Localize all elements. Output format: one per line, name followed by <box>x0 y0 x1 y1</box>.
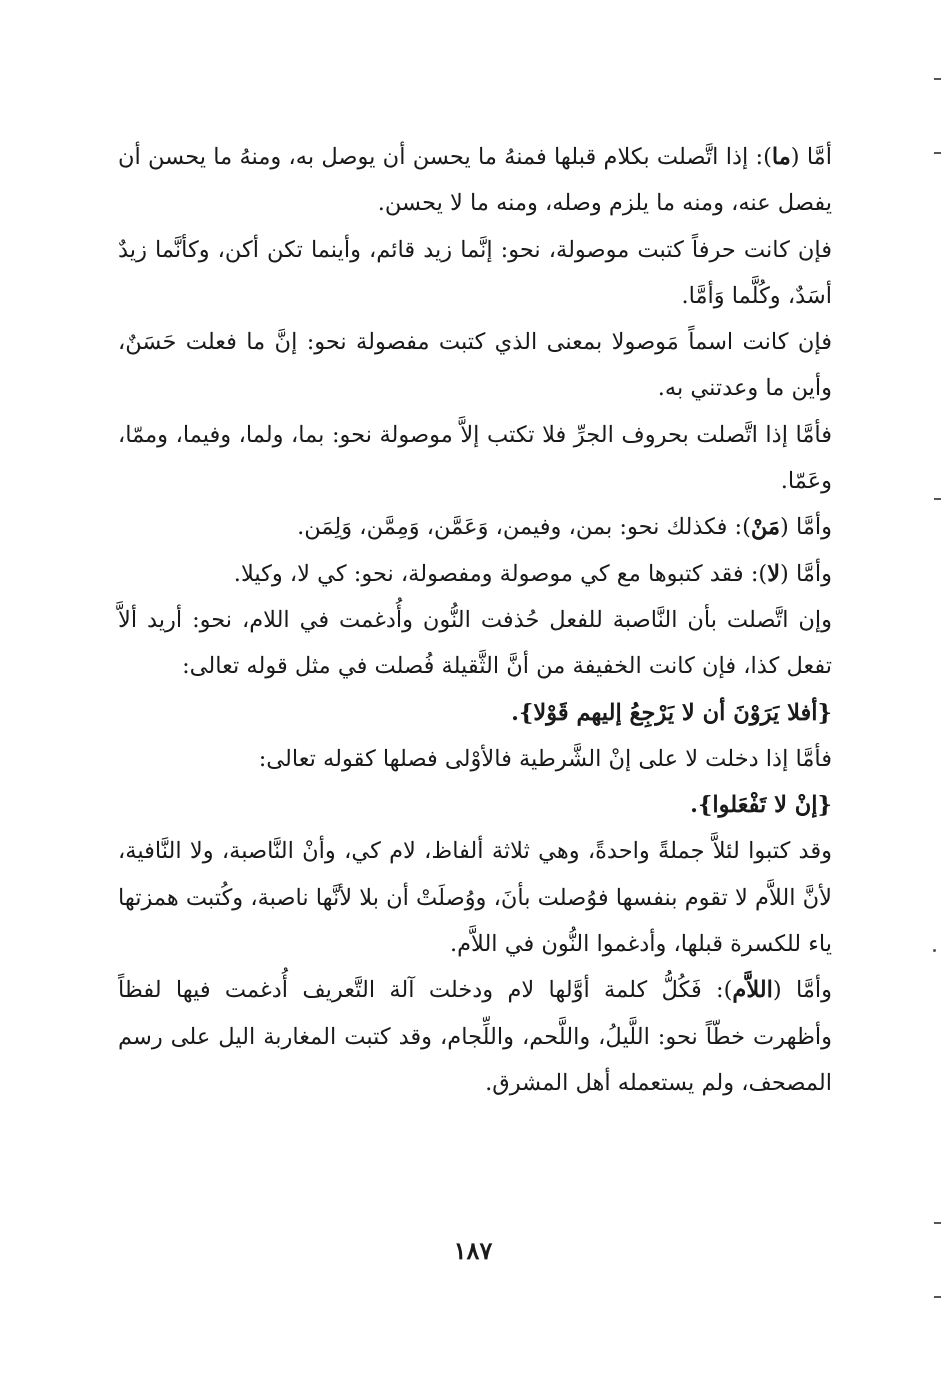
paragraph-in-shartiya: فأمَّا إذا دخلت لا على إنْ الشَّرطية فالأوْلى فصلها كقوله تعالى: <box>258 745 832 772</box>
scan-edge-mark <box>934 1222 941 1224</box>
term-lam: اللاَّم <box>732 977 773 1004</box>
quran-quote-1: {أفلا يَرَوْنَ أن لا يَرْجِعُ إليهم قَوْلا}. <box>511 699 832 726</box>
paragraph-ism-mawsul: فإن كانت اسماً مَوصولا بمعنى الذي كتبت مفصولة نحو: إنَّ ما فعلت حَسَنٌ، وأين ما وعدتني به. <box>118 329 832 402</box>
paragraph-ma: أمَّا (ما): إذا اتَّصلت بكلام قبلها فمنهُ ما يحسن أن يوصل به، ومنهُ ما يحسن أن يفصل عنه، ومنه ما يلزم وصله، ومنه ما لا يحسن. <box>118 144 832 217</box>
term-la: لا <box>767 560 781 587</box>
scan-edge-mark <box>934 78 941 80</box>
paragraph-huruf-jarr: فأمَّا إذا اتَّصلت بحروف الجرِّ فلا تكتب إلاَّ موصولة نحو: بما، ولما، وفيما، وممّا، وعَمّا. <box>118 421 832 495</box>
paragraph-la: وأمَّا (لا): فقد كتبوها مع كي موصولة ومفصولة، نحو: كي لا، وكيلا. <box>233 560 832 587</box>
paragraph-an-nasiba: وإن اتَّصلت بأن النَّاصبة للفعل حُذفت النُّون وأُدغمت في اللام، نحو: أريد ألاَّ تفعل كذا، فإن كانت الخفيفة من أنَّ الثَّقيلة فُصلت في مثل قوله تعالى: <box>118 606 832 680</box>
scan-edge-mark <box>934 498 941 500</box>
page-body <box>118 134 832 1106</box>
scan-edge-mark <box>934 152 941 154</box>
term-man: مَنْ <box>750 514 781 541</box>
paragraph-man: وأمَّا (مَنْ): فكذلك نحو: بمن، وفيمن، وَعَمَّن، وَمِمَّن، وَلِمَن. <box>297 514 832 541</box>
paragraph-li-alla: وقد كتبوا لئلاَّ جملةً واحدةً، وهي ثلاثة ألفاظ، لام كي، وأنْ النَّاصبة، ولا النَّافية، لأنَّ اللاَّم لا تقوم بنفسها فوُصلت بأنَ، ووُصلَتْ أن بلا لأنَّها ناصبة، وكُتبت همزتها ياء للكسرة قبلها، وأدغموا النُّون في اللاَّم. <box>117 838 832 958</box>
page-number: ١٨٧ <box>453 1236 493 1265</box>
scan-edge-dot <box>933 949 936 952</box>
quran-quote-2: {إنْ لا تَفْعَلوا}. <box>690 792 832 819</box>
term-ma: ما <box>771 144 791 170</box>
paragraph-harf: فإن كانت حرفاً كتبت موصولة، نحو: إنَّما زيد قائم، وأينما تكن أكن، وكأنَّما زيدٌ أسَدٌ، وكُلَّما وَأمَّا. <box>118 236 832 309</box>
paragraph-lam: وأمَّا (اللاَّم): فَكُلُّ كلمة أوَّلها لام ودخلت آلة التَّعريف أُدغمت فيها لفظاً وأظهرت خطّاً نحو: اللَّيلُ، واللَّحم، واللِّجام، وقد كتبت المغاربة اليل على رسم المصحف، ولم يستعمله أهل المشرق. <box>118 977 832 1096</box>
scan-edge-mark <box>934 1296 941 1298</box>
